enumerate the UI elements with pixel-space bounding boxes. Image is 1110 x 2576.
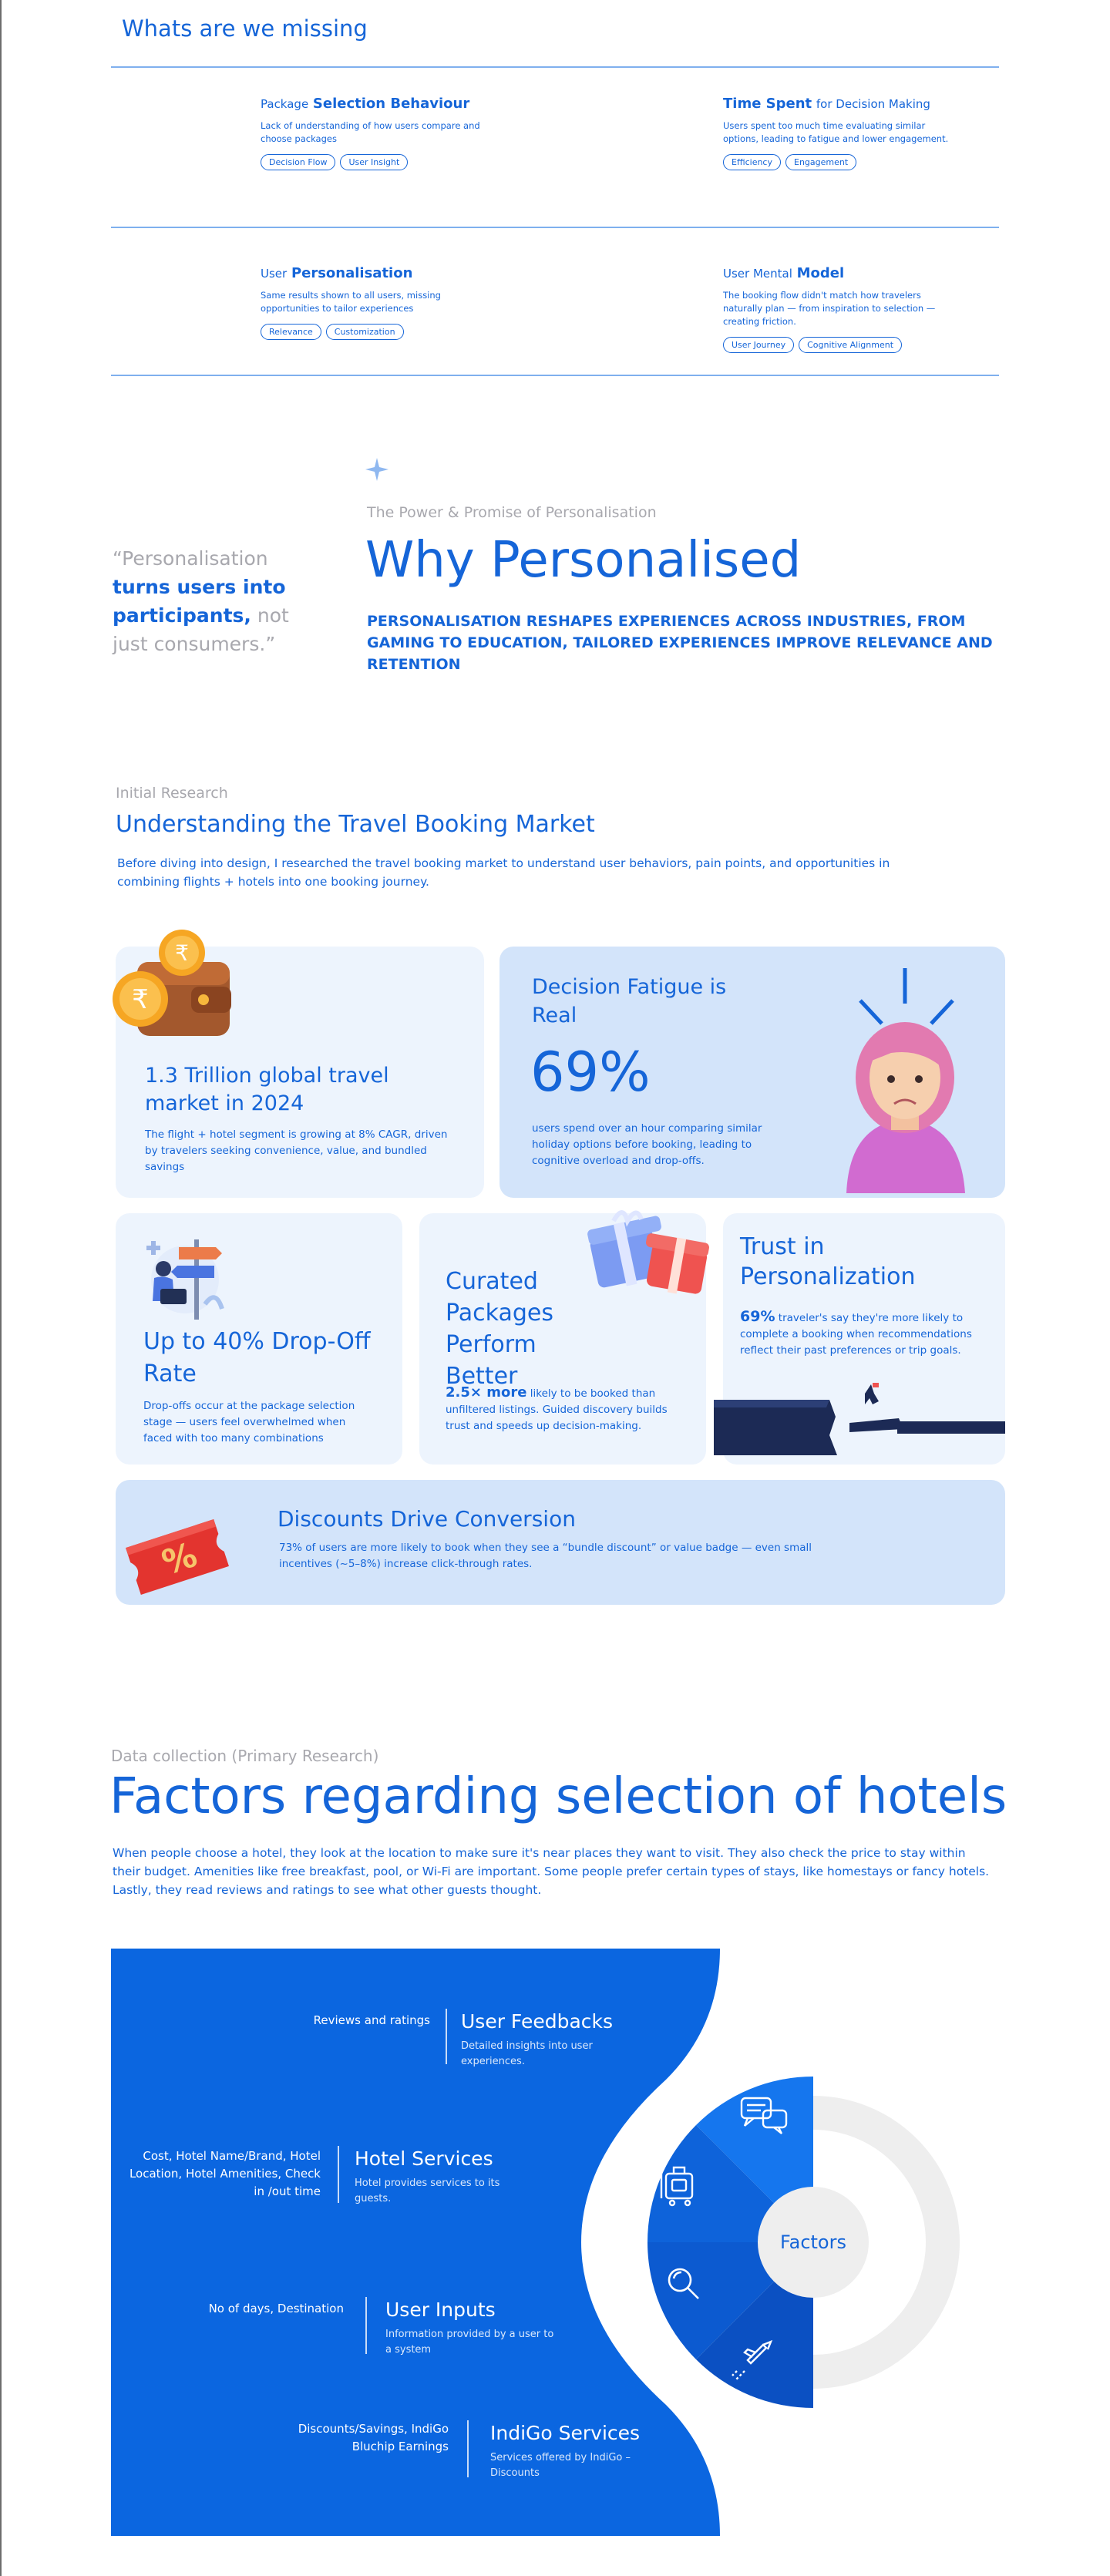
divider bbox=[111, 375, 999, 376]
gift-icon bbox=[583, 1202, 722, 1303]
tag: User Journey bbox=[723, 337, 794, 353]
svg-text:₹: ₹ bbox=[132, 984, 149, 1015]
missing-item-time: Time Spent for Decision Making Users spent too much time evaluating similar options, leading to fatigue and lower engagement. Efficiency Engagement bbox=[723, 96, 954, 170]
research-title: Understanding the Travel Booking Market bbox=[116, 811, 595, 838]
coin-wallet-icon bbox=[108, 926, 239, 1050]
sparkle-icon bbox=[364, 456, 390, 483]
divider bbox=[365, 2297, 367, 2354]
why-title: Why Personalised bbox=[365, 532, 802, 589]
svg-text:₹: ₹ bbox=[175, 940, 189, 966]
missing-item-selection: Package Selection Behaviour Lack of understanding of how users compare and choose packages Decision Flow User Insight bbox=[261, 96, 492, 170]
factor-indigo-services: IndiGo Services Services offered by IndiGo – Discounts bbox=[490, 2422, 641, 2479]
missing-heading: Whats are we missing bbox=[122, 15, 368, 42]
card-market: 1.3 Trillion global travel market in 2024 The flight + hotel segment is growing at 8% CAGR, driven by travelers seeking convenience, value, and bundled savings bbox=[116, 947, 484, 1198]
card-curated-packages: Curated Packages Perform Better 2.5× more likely to be booked than unfiltered listings. Guided discovery builds trust and speeds up decision-making. bbox=[419, 1213, 706, 1465]
tag: Cognitive Alignment bbox=[799, 337, 902, 353]
card-decision-fatigue: Decision Fatigue is Real 69% users spend over an hour comparing similar holiday options before booking, leading to cognitive overload and drop-offs. bbox=[500, 947, 1005, 1198]
factor-user-feedbacks: User Feedbacks Detailed insights into user experiences. bbox=[461, 2010, 614, 2067]
factors-title: Factors regarding selection of hotels bbox=[109, 1768, 1007, 1825]
tag: Efficiency bbox=[723, 154, 781, 170]
factor-left-label: Discounts/Savings, IndiGo Bluchip Earnings bbox=[298, 2422, 449, 2453]
card-drop-off: Up to 40% Drop-Off Rate Drop-offs occur at the package selection stage — users feel overwhelmed when faced with too many combinations bbox=[116, 1213, 402, 1465]
factors-eyebrow: Data collection (Primary Research) bbox=[111, 1747, 379, 1765]
signpost-icon bbox=[131, 1224, 231, 1324]
divider bbox=[111, 66, 999, 68]
page-border bbox=[0, 0, 2, 2576]
factors-intro: When people choose a hotel, they look at the location to make sure it's near places they want to visit. They also check the price to stay within their budget. Amenities like free breakfast, pool, or Wi-Fi are important. Some people prefer certain types of stays, like homestays or fancy hotels. Lastly, they read reviews and ratings to see what other guests thought. bbox=[113, 1846, 990, 1897]
divider bbox=[467, 2420, 469, 2477]
factors-center-label: Factors bbox=[780, 2231, 846, 2253]
quote: “Personalisation turns users into participants, not just consumers.” bbox=[113, 547, 289, 655]
factor-hotel-services: Hotel Services Hotel provides services to its guests. bbox=[355, 2147, 500, 2204]
svg-text:%: % bbox=[157, 1535, 202, 1583]
tag: Engagement bbox=[785, 154, 856, 170]
why-subtitle: PERSONALISATION RESHAPES EXPERIENCES ACROSS INDUSTRIES, FROM GAMING TO EDUCATION, TAILORED EXPERIENCES IMPROVE RELEVANCE AND RETENTION bbox=[367, 613, 993, 673]
tag: User Insight bbox=[340, 154, 408, 170]
card-discounts: Discounts Drive Conversion 73% of users are more likely to book when they see a “bundle discount” or value badge — even small incentives (~5–8%) increase click-through rates. bbox=[116, 1480, 1005, 1605]
why-eyebrow: The Power & Promise of Personalisation bbox=[367, 504, 657, 521]
missing-item-mental-model: User Mental Model The booking flow didn't match how travelers naturally plan — from inspiration to selection — creating friction. User Journey Cognitive Alignment bbox=[723, 265, 954, 353]
cliff-icon bbox=[714, 1381, 1005, 1455]
card-trust: Trust in Personalization 69% traveler's say they're more likely to complete a booking when recommendations reflect their past preferences or trip goals. bbox=[723, 1213, 1005, 1465]
factor-left-label: No of days, Destination bbox=[208, 2302, 344, 2315]
missing-item-personalisation: User Personalisation Same results shown to all users, missing opportunities to tailor experiences Relevance Customization bbox=[261, 265, 492, 340]
fatigue-stat: 69% bbox=[530, 1041, 651, 1104]
divider bbox=[111, 227, 999, 228]
discount-ticket-icon bbox=[123, 1509, 231, 1602]
tag: Decision Flow bbox=[261, 154, 335, 170]
divider bbox=[446, 2009, 447, 2064]
research-eyebrow: Initial Research bbox=[116, 785, 228, 802]
tag: Customization bbox=[326, 324, 404, 340]
divider bbox=[338, 2146, 339, 2203]
factor-user-inputs: User Inputs Information provided by a user to a system bbox=[385, 2299, 554, 2356]
research-intro: Before diving into design, I researched the travel booking market to understand user behaviors, pain points, and opportunities in combining flights + hotels into one booking journey. bbox=[117, 856, 890, 889]
worried-girl-icon bbox=[823, 962, 993, 1193]
tag: Relevance bbox=[261, 324, 321, 340]
factor-left-label: Cost, Hotel Name/Brand, Hotel Location, Hotel Amenities, Check in /out time bbox=[129, 2149, 321, 2198]
factor-left-label: Reviews and ratings bbox=[313, 2013, 430, 2027]
